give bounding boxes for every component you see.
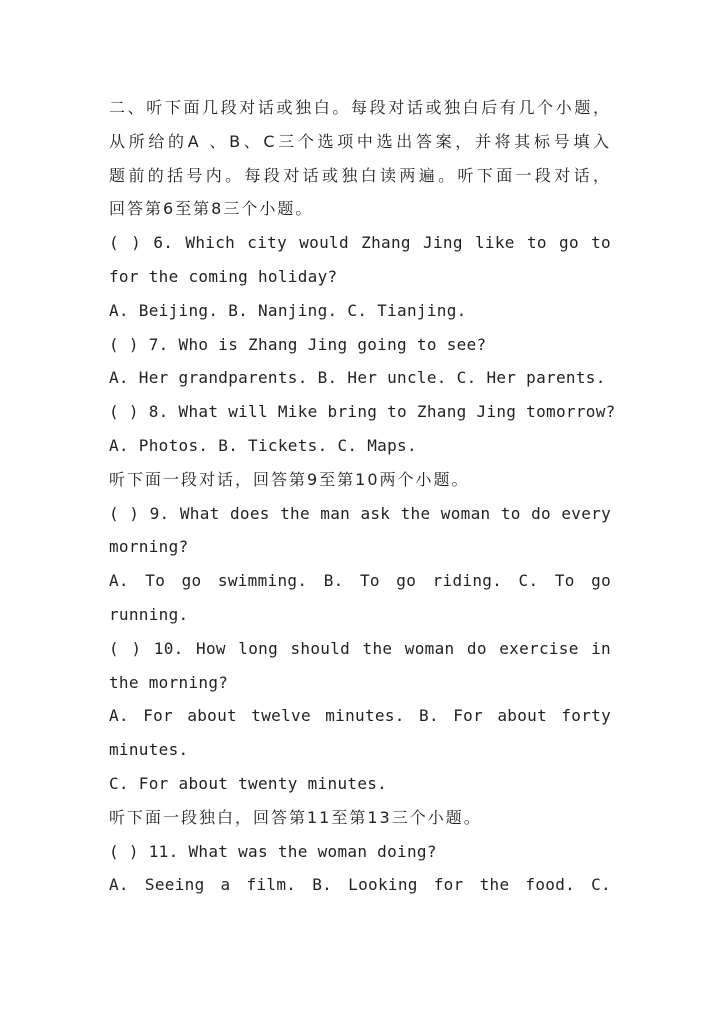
instruction-line-4: 回答第6至第8三个小题。 (109, 199, 314, 219)
question-7-options: A. Her grandparents. B. Her uncle. C. Her parents. (109, 368, 606, 388)
instruction-line-1: 二、听下面几段对话或独白。每段对话或独白后有几个小题， (109, 98, 611, 117)
question-6-options: A. Beijing. B. Nanjing. C. Tianjing. (109, 300, 467, 320)
section-instruction-9-10: 听下面一段对话，回答第9至第10两个小题。 (109, 469, 470, 489)
question-9-options-line-1: A. To go swimming. B. To go riding. C. To go (109, 571, 611, 591)
section-instruction-11-13: 听下面一段独白，回答第11至第13三个小题。 (109, 807, 482, 827)
question-7: ( ) 7. Who is Zhang Jing going to see? (109, 334, 487, 354)
question-6-line-1: ( ) 6. Which city would Zhang Jing like to go to (109, 233, 611, 253)
question-8-options: A. Photos. B. Tickets. C. Maps. (109, 435, 417, 455)
question-9-line-2: morning? (109, 537, 189, 557)
instruction-line-3: 题前的括号内。每段对话或独白读两遍。听下面一段对话， (109, 165, 611, 185)
question-10-line-1: ( ) 10. How long should the woman do exercise in (109, 638, 611, 658)
question-10-options-line-2: minutes. (109, 740, 189, 760)
question-8: ( ) 8. What will Mike bring to Zhang Jing tomorrow? (109, 402, 616, 422)
question-9-line-1: ( ) 9. What does the man ask the woman to do every (109, 503, 611, 523)
question-10-options-line-1: A. For about twelve minutes. B. For about forty (109, 706, 611, 726)
question-10-options-line-3: C. For about twenty minutes. (109, 773, 388, 793)
question-10-line-2: the morning? (109, 672, 229, 692)
document-body (109, 91, 616, 902)
question-9-options-line-2: running. (109, 604, 189, 624)
question-6-line-2: for the coming holiday? (109, 266, 338, 286)
question-11: ( ) 11. What was the woman doing? (109, 841, 437, 861)
question-11-options: A. Seeing a film. B. Looking for the food. C. (109, 875, 611, 895)
instruction-line-2: 从所给的A 、B、C三个选项中选出答案，并将其标号填入 (109, 131, 611, 151)
